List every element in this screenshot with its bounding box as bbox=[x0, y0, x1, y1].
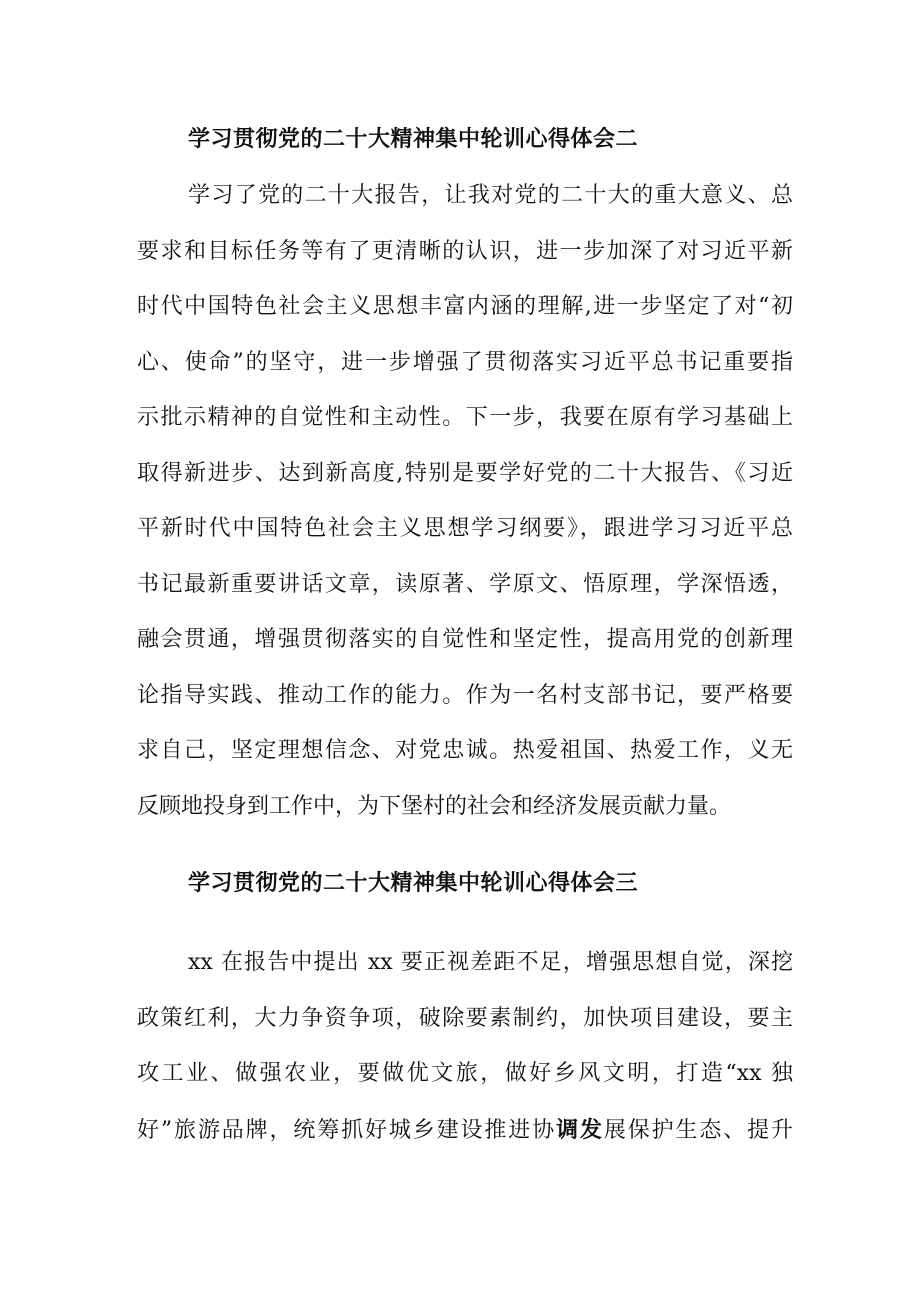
section-2-line-8: 书记最新重要讲话文章，读原著、学原文、悟原理，学深悟透， bbox=[137, 572, 793, 597]
section-3-line-4-start: 好”旅游品牌，统筹抓好城乡建设推进协 bbox=[137, 1118, 557, 1143]
section-2-title: 学习贯彻党的二十大精神集中轮训心得体会二 bbox=[188, 127, 639, 152]
section-2-line-5: 示批示精神的自觉性和主动性。下一步，我要在原有学习基础上 bbox=[137, 405, 793, 430]
section-2-line-2: 要求和目标任务等有了更清晰的认识，进一步加深了对习近平新 bbox=[137, 239, 793, 264]
section-3-line-3: 攻工业、做强农业，要做优文旅，做好乡风文明，打造“xx 独 bbox=[137, 1061, 793, 1086]
section-2-line-10: 论指导实践、推动工作的能力。作为一名村支部书记，要严格要 bbox=[137, 683, 793, 708]
section-2-line-4: 心、使命”的坚守，进一步增强了贯彻落实习近平总书记重要指 bbox=[137, 350, 793, 375]
section-2-line-1: 学习了党的二十大报告，让我对党的二十大的重大意义、总 bbox=[188, 183, 793, 208]
section-3-line-2: 政策红利，大力争资争项，破除要素制约，加快项目建设，要主 bbox=[137, 1006, 793, 1031]
section-3-line-1: xx 在报告中提出 xx 要正视差距不足，增强思想自觉，深挖 bbox=[188, 950, 793, 975]
section-2-line-11: 求自己，坚定理想信念、对党忠诚。热爱祖国、热爱工作，义无 bbox=[137, 738, 793, 763]
section-2-line-3: 时代中国特色社会主义思想丰富内涵的理解,进一步坚定了对“初 bbox=[137, 294, 793, 319]
section-2-line-12: 反顾地投身到工作中，为下堡村的社会和经济发展贡献力量。 bbox=[137, 794, 732, 819]
section-2-line-9: 融会贯通，增强贯彻落实的自觉性和坚定性，提高用党的创新理 bbox=[137, 627, 793, 652]
section-2-line-6: 取得新进步、达到新高度,特别是要学好党的二十大报告、《习近 bbox=[137, 461, 793, 486]
section-3-bold-text: 调发 bbox=[556, 1117, 604, 1143]
section-3-title: 学习贯彻党的二十大精神集中轮训心得体会三 bbox=[188, 871, 639, 896]
section-3-line-4-end: 展保护生态、提升 bbox=[603, 1118, 793, 1143]
section-3-line-4 bbox=[137, 1115, 793, 1146]
section-2-line-7: 平新时代中国特色社会主义思想学习纲要》，跟进学习习近平总 bbox=[137, 516, 793, 541]
